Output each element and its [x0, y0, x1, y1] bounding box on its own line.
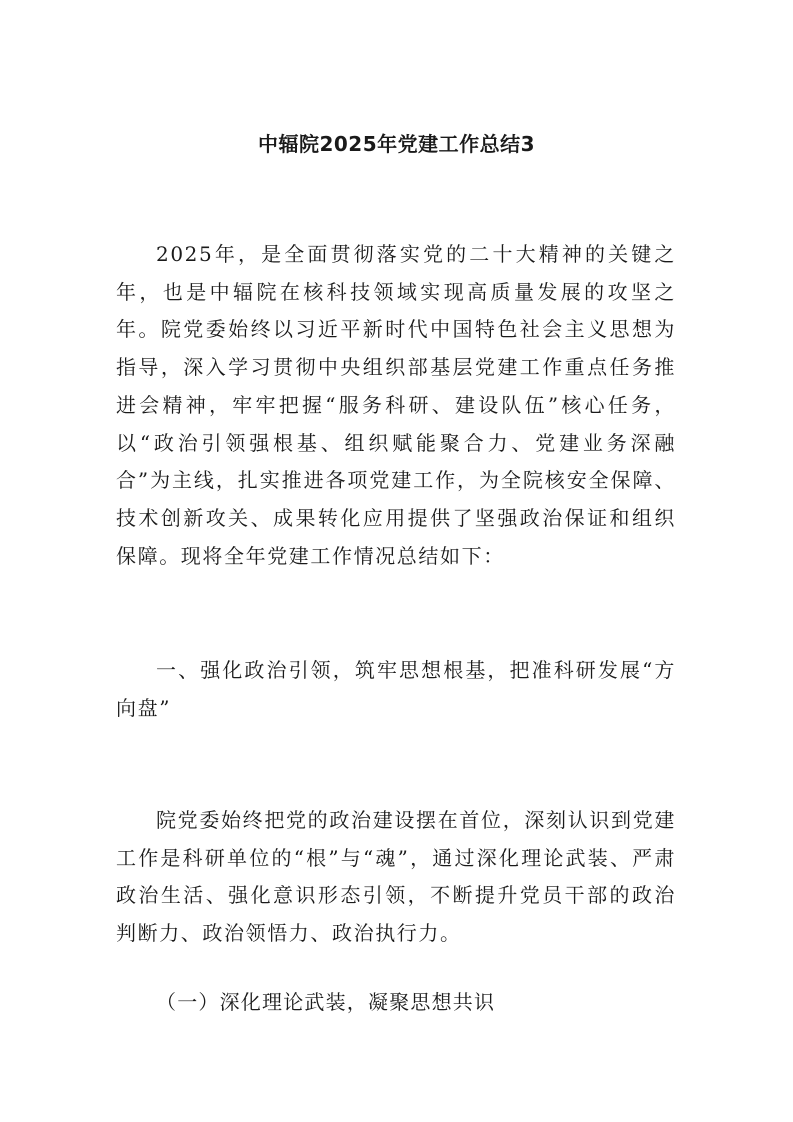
document-title: 中辐院2025年党建工作总结3 [257, 132, 536, 156]
section-heading-1: 一、强化政治引领，筑牢思想根基，把准科研发展“方向盘” [116, 658, 676, 720]
section-1-paragraph: 院党委始终把党的政治建设摆在首位，深刻认识到党建工作是科研单位的“根”与“魂”，通过深化理论武装、严肃政治生活、强化意识形态引领，不断提升党员干部的政治判断力、政治领悟力、政治执行力。 [116, 808, 676, 946]
intro-paragraph: 2025年，是全面贯彻落实党的二十大精神的关键之年，也是中辐院在核科技领域实现高质量发展的攻坚之年。院党委始终以习近平新时代中国特色社会主义思想为指导，深入学习贯彻中央组织部基层党建工作重点任务推进会精神，牢牢把握“服务科研、建设队伍”核心任务，以“政治引领强根基、组织赋能聚合力、党建业务深融合”为主线，扎实推进各项党建工作，为全院核安全保障、技术创新攻关、成果转化应用提供了坚强政治保证和组织保障。现将全年党建工作情况总结如下： [116, 242, 676, 568]
subsection-heading-1: （一）深化理论武装，凝聚思想共识 [156, 990, 496, 1014]
